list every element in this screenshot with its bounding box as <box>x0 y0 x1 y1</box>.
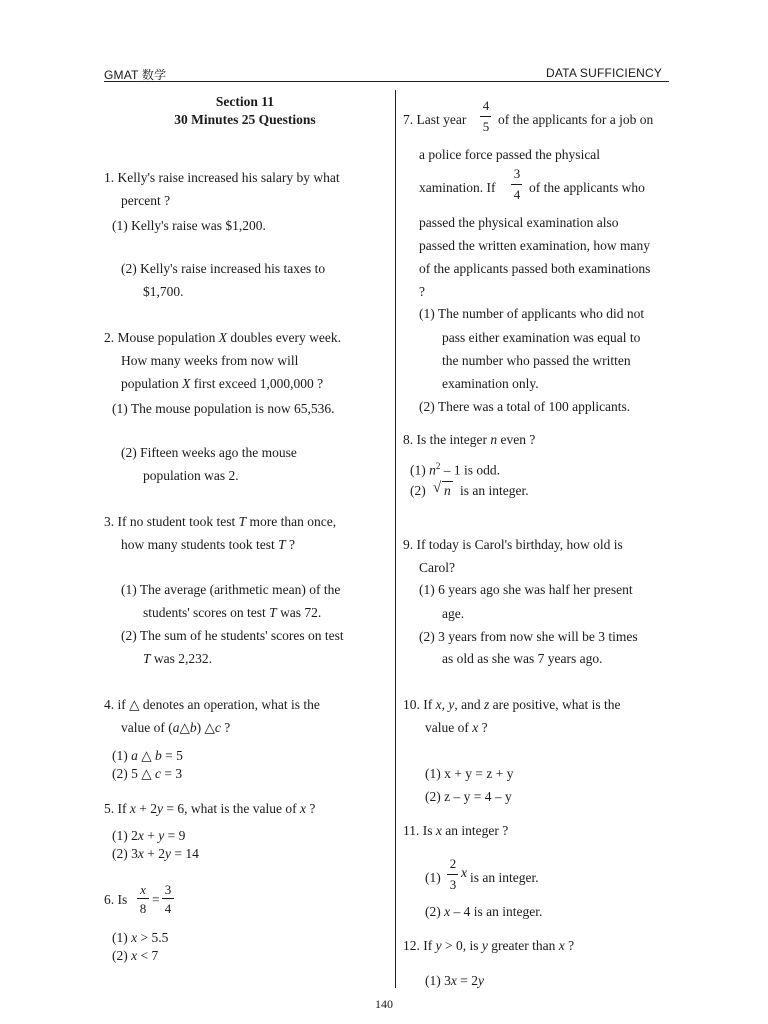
q11-statement-2: (2) x – 4 is an integer. <box>425 904 543 919</box>
q7-stem-line6: of the applicants passed both examinations <box>419 261 651 276</box>
q7-stem-line7: ? <box>419 284 425 299</box>
q10-statement-1: (1) x + y = z + y <box>425 766 514 781</box>
q7-stem-line4: passed the physical examination also <box>419 215 619 230</box>
q1-statement-1: (1) Kelly's raise was $1,200. <box>112 218 266 233</box>
q11-frac-bar <box>447 874 458 875</box>
q12-stem: 12. If y > 0, is y greater than x ? <box>403 938 575 953</box>
q7-stem-line1b: of the applicants for a job on <box>498 112 654 127</box>
q10-stem-line2: value of x ? <box>425 720 488 735</box>
q1-statement-2-line2: $1,700. <box>143 284 184 299</box>
q8-statement-2-text: is an integer. <box>460 483 529 498</box>
q9-statement-1-line2: age. <box>442 606 465 621</box>
q6-frac1-num: x <box>140 882 146 897</box>
q7-frac2-bar <box>511 184 522 185</box>
q1-statement-2-line1: (2) Kelly's raise increased his taxes to <box>121 261 326 276</box>
q6-frac2-num: 3 <box>164 882 172 897</box>
q2-statement-2-line1: (2) Fifteen weeks ago the mouse <box>121 445 297 460</box>
q6-frac1-den: 8 <box>139 901 147 916</box>
q7-stem-line2: a police force passed the physical <box>419 147 601 162</box>
q7-frac1-den: 5 <box>482 119 490 134</box>
q7-stem-line3a: xamination. If <box>419 180 496 195</box>
q4-stem-line2: value of (a△b) △c ? <box>121 720 231 735</box>
q7-stem-line3b: of the applicants who <box>529 180 645 195</box>
q7-frac2-num: 3 <box>513 166 521 181</box>
header-left: GMAT 数学 <box>104 68 167 82</box>
q9-statement-2-line1: (2) 3 years from now she will be 3 times <box>419 629 638 644</box>
q1-stem-line1: 1. Kelly's raise increased his salary by what <box>104 170 340 185</box>
q8-statement-2-label: (2) <box>410 483 426 498</box>
q9-statement-2-line2: as old as she was 7 years ago. <box>442 651 603 666</box>
q5-statement-1: (1) 2x + y = 9 <box>112 828 186 843</box>
q3-statement-2-line2: T was 2,232. <box>143 651 213 666</box>
q6-equals: = <box>152 892 160 907</box>
q8-sqrt-n: n <box>444 483 451 498</box>
q6-prefix: 6. Is <box>104 892 128 907</box>
q6-frac2-bar <box>162 898 174 899</box>
q6-statement-1: (1) x > 5.5 <box>112 930 169 945</box>
header-right: DATA SUFFICIENCY <box>546 66 663 80</box>
q9-stem-line1: 9. If today is Carol's birthday, how old is <box>403 537 623 552</box>
q7-statement-2: (2) There was a total of 100 applicants. <box>419 399 631 414</box>
q2-stem-line3: population X first exceed 1,000,000 ? <box>121 376 324 391</box>
q3-statement-1-line1: (1) The average (arithmetic mean) of the <box>121 582 341 597</box>
q4-stem-line1: 4. if △ denotes an operation, what is the <box>104 697 320 712</box>
q1-stem-line2: percent ? <box>121 193 171 208</box>
q4-statement-2: (2) 5 △ c = 3 <box>112 766 183 781</box>
q7-statement-1-line4: examination only. <box>442 376 539 391</box>
q3-statement-2-line1: (2) The sum of he students' scores on test <box>121 628 344 643</box>
q7-frac2-den: 4 <box>513 187 521 202</box>
q2-statement-1: (1) The mouse population is now 65,536. <box>112 401 335 416</box>
section-title: Section 11 <box>215 94 275 109</box>
q3-statement-1-line2: students' scores on test T was 72. <box>143 605 322 620</box>
q9-stem-line2: Carol? <box>419 560 455 575</box>
q2-statement-2-line2: population was 2. <box>143 468 239 483</box>
q9-statement-1-line1: (1) 6 years ago she was half her present <box>419 582 633 597</box>
q7-statement-1-line1: (1) The number of applicants who did not <box>419 306 645 321</box>
q11-frac-num: 2 <box>449 856 457 871</box>
q8-statement-1: (1) $n^2 - 1$ is odd. <box>410 461 501 478</box>
q6-frac1-bar <box>137 898 149 899</box>
section-subtitle: 30 Minutes 25 Questions <box>174 112 316 127</box>
q5-stem: 5. If x + 2y = 6, what is the value of x ? <box>104 801 316 816</box>
q2-stem-line2: How many weeks from now will <box>121 353 299 368</box>
q12-statement-1: (1) 3x = 2y <box>425 973 484 988</box>
q5-statement-2: (2) 3x + 2y = 14 <box>112 846 199 861</box>
q8-stem: 8. Is the integer n even ? <box>403 432 536 447</box>
q7-statement-1-line2: pass either examination was equal to <box>442 330 641 345</box>
page-number: 140 <box>375 997 393 1011</box>
q11-frac-x: x <box>461 865 467 880</box>
header-rule <box>104 81 669 82</box>
q11-stem: 11. Is x an integer ? <box>403 823 509 838</box>
q6-statement-2: (2) x < 7 <box>112 948 159 963</box>
column-divider <box>395 90 396 988</box>
q11-statement-1-text: is an integer. <box>470 870 539 885</box>
q7-frac1-num: 4 <box>482 98 490 113</box>
q10-stem-line1: 10. If x, y, and z are positive, what is the <box>403 697 621 712</box>
q4-statement-1: (1) a △ b = 5 <box>112 748 183 763</box>
q3-stem-line2: how many students took test T ? <box>121 537 296 552</box>
q11-statement-1-label: (1) <box>425 870 441 885</box>
sqrt-icon: √ <box>433 480 442 496</box>
q7-statement-1-line3: the number who passed the written <box>442 353 631 368</box>
q6-frac2-den: 4 <box>164 901 172 916</box>
q7-stem-line5: passed the written examination, how many <box>419 238 650 253</box>
q3-stem-line1: 3. If no student took test T more than once, <box>104 514 337 529</box>
sqrt-bar <box>442 481 453 482</box>
q7-stem-line1a: 7. Last year <box>403 112 467 127</box>
q10-statement-2: (2) z – y = 4 – y <box>425 789 512 804</box>
q2-stem-line1: 2. Mouse population X doubles every week. <box>104 330 341 345</box>
q7-frac1-bar <box>480 116 491 117</box>
q11-frac-den: 3 <box>449 877 457 892</box>
